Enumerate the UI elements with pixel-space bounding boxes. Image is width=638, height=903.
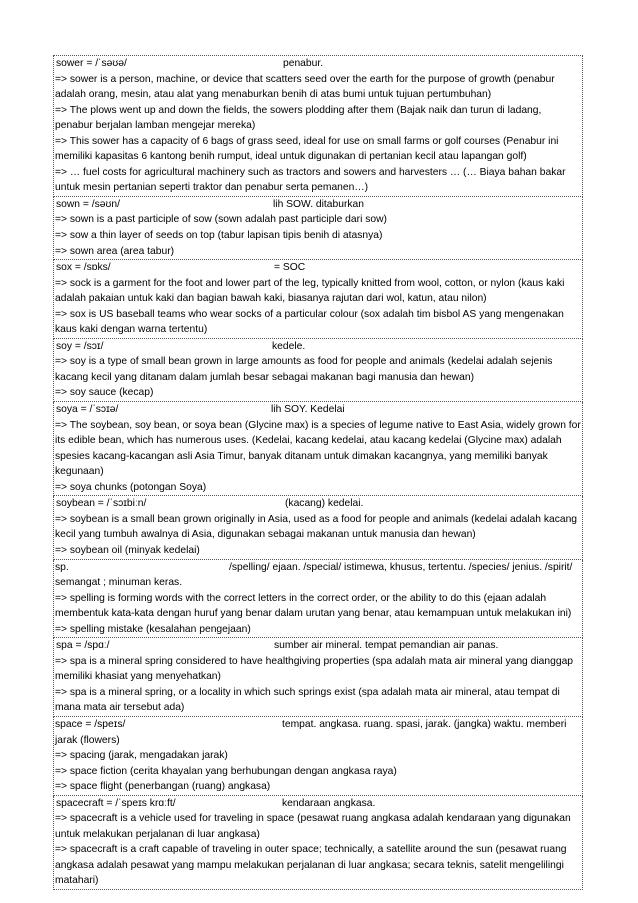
headword: sown = /səʊn/	[56, 198, 120, 210]
dictionary-document	[53, 55, 583, 890]
headword: space = /speɪs/	[55, 718, 126, 730]
dictionary-entry	[53, 560, 583, 639]
example-line: => space flight (penerbangan (ruang) angkasa)	[55, 781, 271, 793]
example-line: => spacecraft is a vehicle used for traveling in space (pesawat ruang angkasa adalah kendaraan yang digunakan untuk melakukan perjalanan di luar angkasa)	[55, 813, 571, 840]
example-line: => soy sauce (kecap)	[55, 387, 154, 399]
example-line: => sown is a past participle of sow (sown adalah past participle dari sow)	[55, 214, 387, 226]
headword: soy = /sɔɪ/	[56, 340, 104, 352]
entry-header	[55, 796, 581, 812]
example-line: => spa is a mineral spring considered to have healthgiving properties (spa adalah mata air mineral yang dianggap memiliki khasiat yang menyehatkan)	[55, 655, 574, 683]
definition: penabur.	[283, 58, 324, 69]
entry-header	[55, 717, 581, 748]
entry-header	[55, 496, 581, 512]
dictionary-entry	[53, 796, 583, 890]
example-line: => spacecraft is a craft capable of traveling in outer space; technically, a satellite around the sun (pesawat ruang angkasa adalah pesawat yang mampu melakukan perjalanan di luar angkasa; secara teknis, satelit mengelilingi matahari)	[55, 844, 567, 887]
dictionary-entry	[53, 339, 583, 402]
example-line: => … fuel costs for agricultural machinery such as tractors and sowers and harvesters … (… Biaya bahan bakar untuk mesin pertanian seperti traktor dan penabur serta pemanen…)	[55, 166, 566, 194]
dictionary-entry	[53, 402, 583, 496]
definition: tempat. angkasa. ruang. spasi, jarak. (jangka) waktu. memberi jarak (flowers)	[55, 718, 567, 746]
example-line: => sown area (area tabur)	[55, 245, 175, 257]
definition: kedele.	[272, 340, 306, 352]
dictionary-entry	[53, 638, 583, 717]
example-line: => spacing (jarak, mengadakan jarak)	[55, 750, 228, 762]
entry-header	[55, 402, 581, 418]
headword: soya = /ˈsɔɪə/	[56, 404, 119, 416]
definition: kendaraan angkasa.	[282, 797, 376, 809]
headword: sower = /ˈsəʊə/	[56, 58, 127, 69]
example-line: => soybean is a small bean grown originally in Asia, used as a food for people and animals (kedelai adalah kacang kecil yang tumbuh awalnya di Asia, digunakan sebagai makanan untuk manusia dan hewan)	[55, 513, 578, 541]
example-line: => sow a thin layer of seeds on top (tabur lapisan tipis benih di atasnya)	[55, 230, 383, 242]
headword: sox = /sɒks/	[56, 262, 111, 274]
definition: lih SOW. ditaburkan	[273, 198, 364, 210]
example-line: => sox is US baseball teams who wear socks of a particular colour (sox adalah tim bisbol AS yang mengenakan kaus kaki dengan warna tertentu)	[55, 308, 564, 336]
entry-header	[55, 339, 581, 355]
headword: sp.	[55, 561, 69, 573]
headword: spacecraft = /ˈspeɪs krɑːft/	[56, 797, 176, 809]
definition: /spelling/ ejaan. /special/ istimewa, khusus, tertentu. /species/ jenius. /spirit/ semangat ; minuman keras.	[55, 561, 573, 589]
dictionary-entry	[53, 197, 583, 260]
example-line: => soy is a type of small bean grown in large amounts as food for people and animals (kedelai adalah sejenis kacang kecil yang ditanam dalam jumlah besar sebagai makanan bagi manusia dan hewan)	[55, 356, 553, 383]
definition: sumber air mineral. tempat pemandian air panas.	[274, 640, 499, 652]
example-line: => spa is a mineral spring, or a locality in which such springs exist (spa adalah mata air mineral, atau tempat di mana mata air tersebut ada)	[55, 686, 560, 714]
example-line: => spelling is forming words with the correct letters in the correct order, or the ability to do this (ejaan adalah membentuk kata-kata dengan huruf yang benar dalam urutan yang benar, atau kemampuan untuk melakukan ini)	[55, 592, 572, 620]
example-line: => This sower has a capacity of 6 bags of grass seed, ideal for use on small farms or golf courses (Penabur ini memiliki kapasitas 6 kantong benih rumput, ideal untuk digunakan di pertanian kecil atau lapangan golf)	[55, 135, 559, 163]
entry-header	[55, 197, 581, 213]
definition: = SOC	[274, 262, 306, 274]
example-line: => The plows went up and down the fields, the sowers plodding after them (Bajak naik dan turun di ladang, penabur berjalan lamban mengejar mereka)	[55, 104, 542, 132]
dictionary-entry	[53, 260, 583, 339]
definition: lih SOY. Kedelai	[271, 404, 345, 416]
headword: soybean = /ˈsɔɪbiːn/	[56, 498, 147, 510]
example-line: => soybean oil (minyak kedelai)	[55, 544, 200, 556]
example-line: => sower is a person, machine, or device that scatters seed over the earth for the purpose of growth (penabur adalah orang, mesin, atau alat yang menaburkan benih di atas bumi untuk tujuan pertumbuhan)	[55, 73, 555, 101]
entry-header	[55, 56, 581, 72]
example-line: => space fiction (cerita khayalan yang berhubungan dengan angkasa raya)	[55, 765, 397, 777]
example-line: => The soybean, soy bean, or soya bean (Glycine max) is a species of legume native to East Asia, widely grown for its edible bean, which has numerous uses. (Kedelai, kacang kedelai, atau kacang kedelai (Glycine max) adalah spesies kacang-kacangan asli Asia Timur, banyak ditanam untuk dimakan kacangnya, yang memiliki banyak kegunaan)	[55, 419, 581, 478]
example-line: => sock is a garment for the foot and lower part of the leg, typically knitted from wool, cotton, or nylon (kaus kaki adalah pakaian untuk kaki dan bagian bawah kaki, biasanya rajutan dari wol, katun, atau nilon)	[55, 277, 565, 305]
entry-header	[55, 638, 581, 654]
headword: spa = /spɑː/	[56, 640, 110, 652]
dictionary-entry	[53, 717, 583, 796]
example-line: => spelling mistake (kesalahan pengejaan)	[55, 623, 251, 635]
entry-header	[55, 560, 581, 591]
example-line: => soya chunks (potongan Soya)	[55, 481, 207, 493]
definition: (kacang) kedelai.	[285, 498, 364, 510]
dictionary-entry	[53, 55, 583, 197]
entry-header	[55, 260, 581, 276]
dictionary-entry	[53, 496, 583, 559]
